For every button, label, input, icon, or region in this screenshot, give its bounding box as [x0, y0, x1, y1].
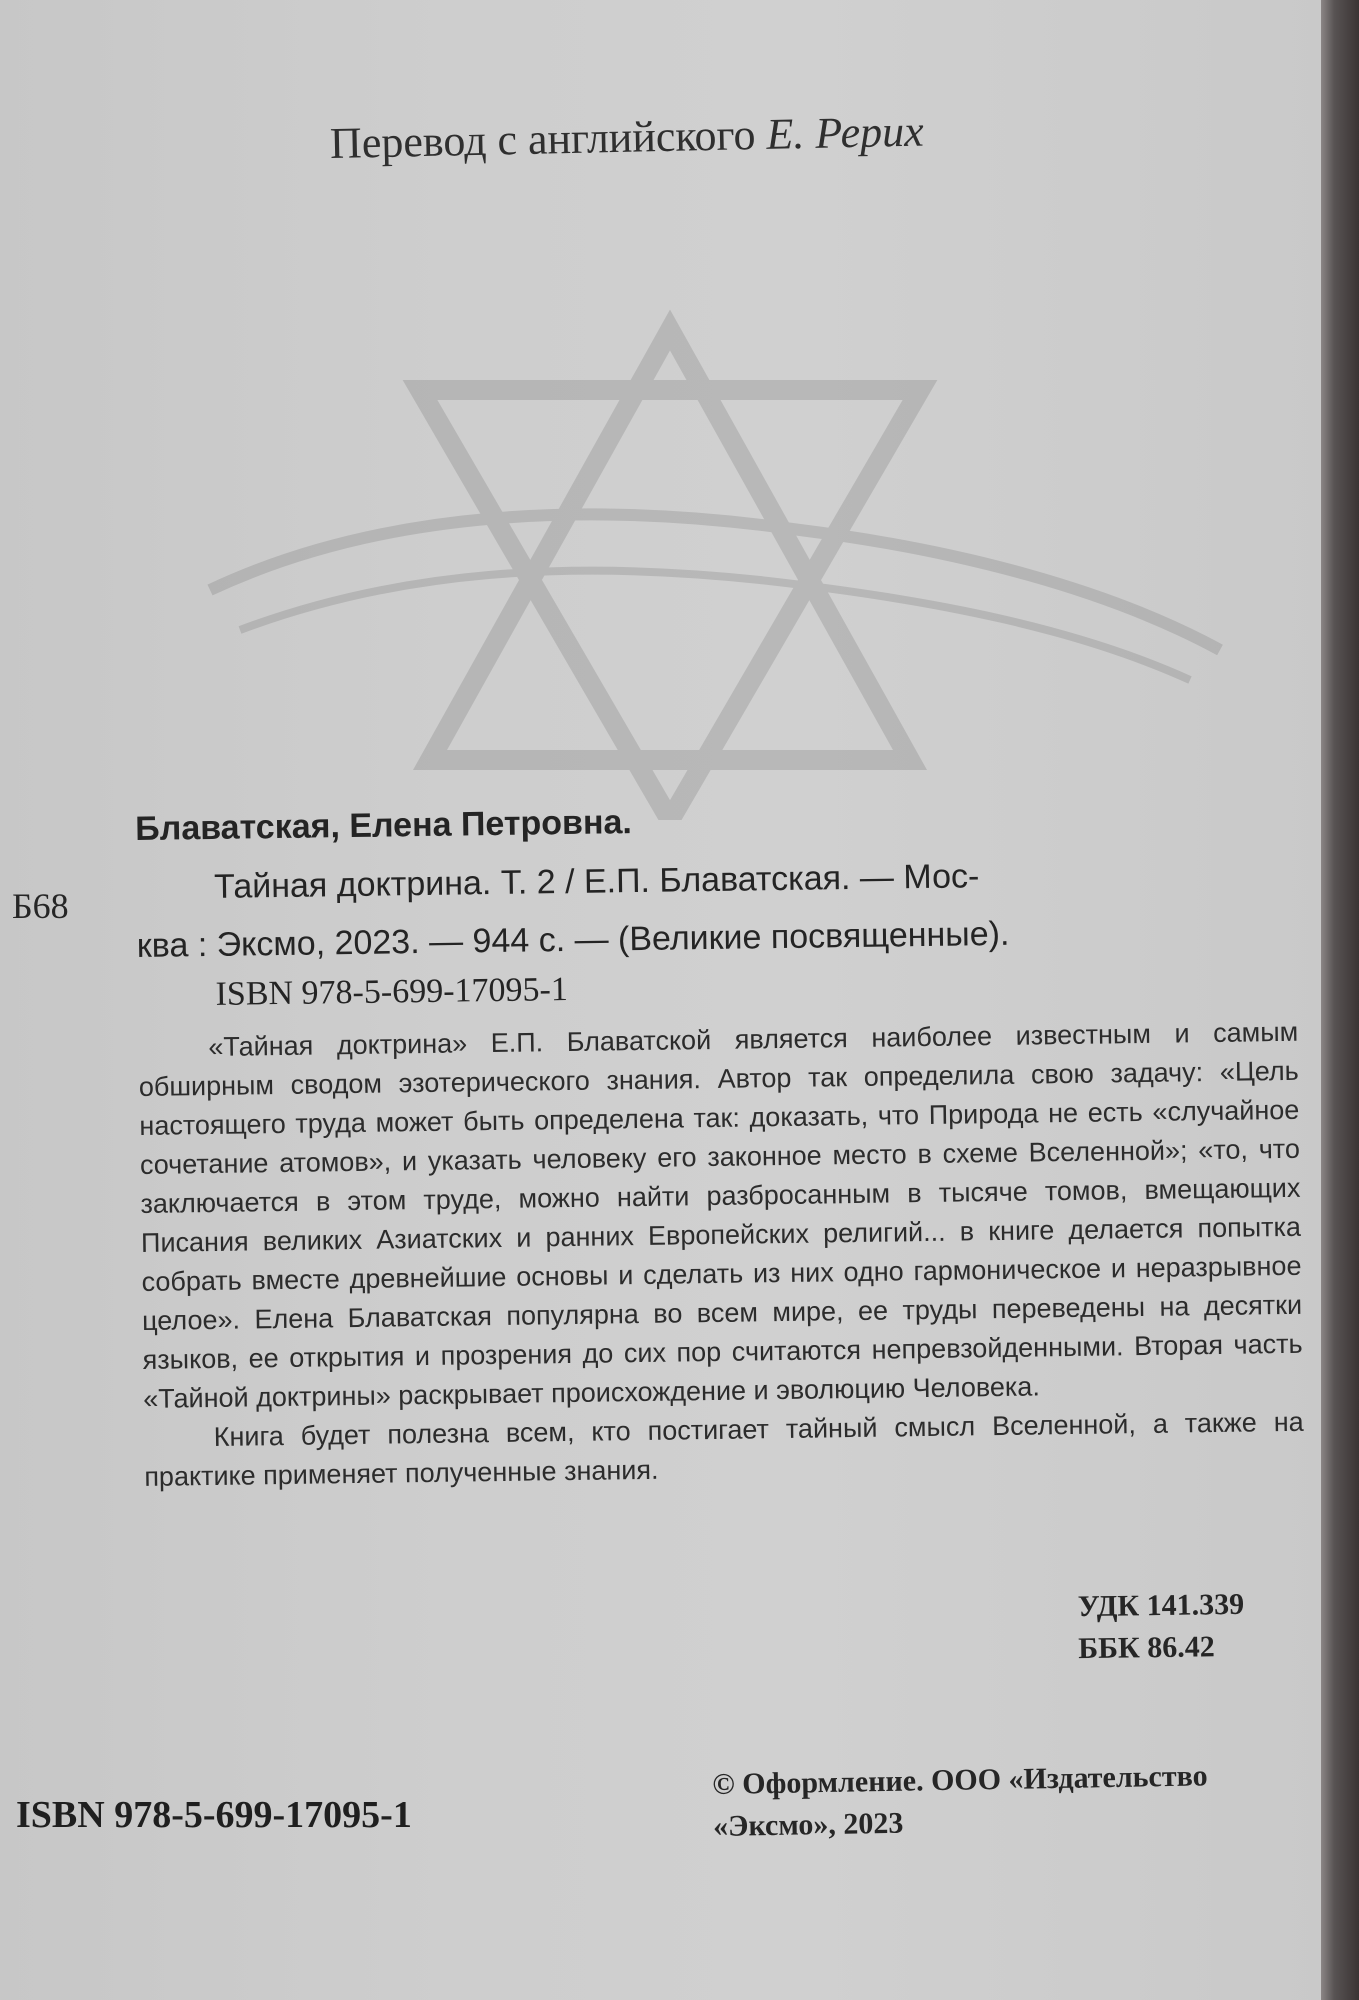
- page-edge-shadow: [1321, 0, 1359, 2000]
- show-through-emblem-watermark: [150, 260, 1250, 820]
- annotation-paragraph-2: Книга будет полезна всем, кто постигает тайный смысл Вселенной, а также на практике применяет полученные знания.: [144, 1406, 1304, 1492]
- copyright-line-2: «Эксмо», 2023: [712, 1806, 904, 1843]
- author-name: Блаватская, Елена Петровна.: [135, 803, 633, 848]
- translation-credit: [329, 102, 1090, 169]
- translator-name: Е. Рерих: [765, 106, 925, 159]
- classification-code: Б68: [12, 886, 69, 926]
- bottom-isbn: ISBN 978-5-699-17095-1: [16, 1794, 412, 1836]
- bibliographic-line-1-text: Тайная доктрина. Т. 2 / Е.П. Блаватская. — Мос-: [213, 857, 980, 906]
- bibliographic-line-2: ква : Эксмо, 2023. — 944 с. — (Великие посвященные).: [136, 914, 1010, 965]
- translation-prefix: Перевод с английского: [329, 110, 756, 168]
- annotation: [138, 1013, 1304, 1497]
- classification-block: [1077, 1584, 1245, 1670]
- catalog-card: [135, 794, 1304, 1497]
- copyright-notice: [712, 1754, 1283, 1848]
- catalog-isbn: ISBN 978-5-699-17095-1: [215, 970, 569, 1013]
- copyright-line-1: © Оформление. ООО «Издательство: [712, 1759, 1208, 1801]
- bibliographic-indent: [136, 898, 214, 899]
- bbk-code: ББК 86.42: [1078, 1630, 1215, 1666]
- annotation-paragraph-1: «Тайная доктрина» Е.П. Блаватской является наиболее известным и самым обширным сводом эзотерического знания. Автор так определила свою задачу: «Цель настоящего труда может быть определена так: доказать, что Природа не есть «случайное сочетание атомов», и указать человеку его законное место в схеме Вселенной»; «то, что заключается в этом труде, можно найти разбросанным в тысяче томов, вмещающих Писания великих Азиатских и ранних Европейских религий... в книге делается попытка собрать вместе древнейшие основы и сделать из них одно гармоническое и неразрывное целое». Елена Блаватская популярна во всем мире, ее труды переведены на десятки языков, ее открытия и прозрения до сих пор считаются непревзойденными. Вторая часть «Тайной доктрины» раскрывает происхождение и эволюцию Человека.: [138, 1016, 1303, 1414]
- udk-code: УДК 141.339: [1077, 1587, 1245, 1624]
